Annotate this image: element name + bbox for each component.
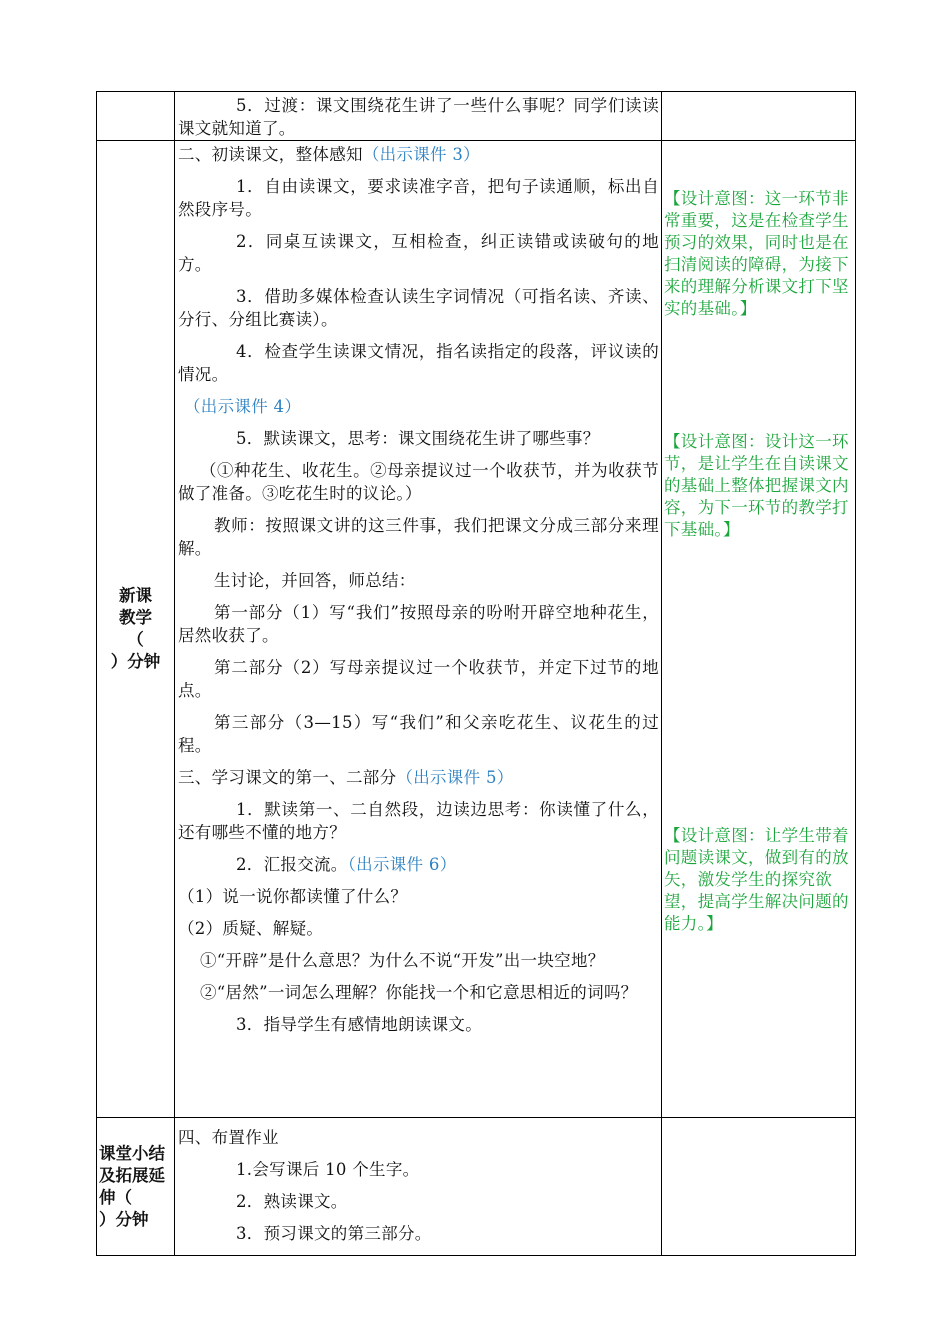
section-heading <box>178 766 659 789</box>
courseware-link[interactable]: （出示课件 4） <box>184 397 302 416</box>
design-intent-note: 【设计意图：设计这一环节，是让学生在自读课文的基础上整体把握课文内容，为下一环节的教学打下基础。】 <box>664 432 849 539</box>
list-item: （1）说一说你都读懂了什么？ <box>178 887 408 906</box>
label-cell-summary <box>97 1118 175 1256</box>
table-row-summary <box>97 1118 856 1256</box>
label-line: 伸（ <box>99 1187 132 1207</box>
courseware-link[interactable]: （出示课件 5） <box>396 768 514 787</box>
label-line: （ <box>127 630 144 649</box>
list-item: 5．默读课文，思考：课文围绕花生讲了哪些事？ <box>236 429 600 448</box>
list-item <box>178 853 659 876</box>
answer-text: （①种花生、收花生。②母亲提议过一个收获节，并为收获节做了准备。③吃花生时的议论。） <box>178 461 659 503</box>
list-item: 3．指导学生有感情地朗读课文。 <box>236 1015 482 1034</box>
content-cell-summary <box>175 1118 662 1256</box>
note-cell-new-lesson <box>662 141 856 1118</box>
part-text: 第一部分（1）写“我们”按照母亲的吩咐开辟空地种花生，居然收获了。 <box>178 603 659 645</box>
homework-item: 1.会写课后 10 个生字。 <box>236 1160 420 1179</box>
label-line: 及拓展延 <box>99 1165 165 1185</box>
list-item: 4．检查学生读课文情况，指名读指定的段落，评议读的情况。 <box>178 342 659 384</box>
section-heading <box>178 143 659 166</box>
list-item-text: 2．汇报交流。 <box>236 855 348 874</box>
content-cell-new-lesson <box>175 141 662 1118</box>
list-item: 1．默读第一、二自然段，边读边思考：你读懂了什么，还有哪些不懂的地方？ <box>178 800 659 842</box>
section4-title: 四、布置作业 <box>178 1128 279 1147</box>
question-text: ①“开辟”是什么意思？为什么不说“开发”出一块空地？ <box>200 951 605 970</box>
note-cell-empty <box>662 1118 856 1256</box>
label-line: 课堂小结 <box>99 1143 165 1163</box>
part-text: 第二部分（2）写母亲提议过一个收获节，并定下过节的地点。 <box>178 658 659 700</box>
homework-item: 2．熟读课文。 <box>236 1192 348 1211</box>
list-item: 1．自由读课文，要求读准字音，把句子读通顺，标出自然段序号。 <box>178 177 659 219</box>
list-item: （2）质疑、解疑。 <box>178 919 324 938</box>
label-line: ）分钟 <box>110 652 161 671</box>
label-line: ）分钟 <box>99 1209 149 1229</box>
homework-item: 3．预习课文的第三部分。 <box>236 1224 432 1243</box>
teacher-text: 教师：按照课文讲的这三件事，我们把课文分成三部分来理解。 <box>178 516 659 558</box>
label-line: 新课 <box>119 586 152 605</box>
lesson-plan-table <box>96 91 856 1256</box>
label-cell-empty <box>97 92 175 141</box>
part-text: 第三部分（3—15）写“我们”和父亲吃花生、议花生的过程。 <box>178 713 659 755</box>
section3-title: 三、学习课文的第一、二部分 <box>178 768 397 787</box>
table-row-new-lesson <box>97 141 856 1118</box>
note-cell-empty <box>662 92 856 141</box>
transition-text: 5．过渡：课文围绕花生讲了一些什么事呢？同学们读读课文就知道了。 <box>178 96 659 138</box>
table-row-transition <box>97 92 856 141</box>
design-intent-note: 【设计意图：让学生带着问题读课文，做到有的放矢，激发学生的探究欲望，提高学生解决问题的能力。】 <box>664 826 849 933</box>
label-line: 教学 <box>119 608 152 627</box>
courseware-link[interactable]: （出示课件 3） <box>362 145 480 164</box>
label-cell-new-lesson <box>97 141 175 1118</box>
design-intent-note: 【设计意图：这一环节非常重要，这是在检查学生预习的效果，同时也是在扫清阅读的障碍，为接下来的理解分析课文打下坚实的基础。】 <box>664 189 849 318</box>
list-item: 2．同桌互读课文，互相检查，纠正读错或读破句的地方。 <box>178 232 659 274</box>
courseware-link[interactable]: （出示课件 6） <box>347 855 457 874</box>
question-text: ②“居然”一词怎么理解？你能找一个和它意思相近的词吗？ <box>200 983 638 1002</box>
content-cell-transition <box>175 92 662 141</box>
list-item: 3．借助多媒体检查认读生字词情况（可指名读、齐读、分行、分组比赛读）。 <box>178 287 659 329</box>
section2-title: 二、初读课文，整体感知 <box>178 145 363 164</box>
discuss-text: 生讨论，并回答，师总结： <box>214 571 416 590</box>
